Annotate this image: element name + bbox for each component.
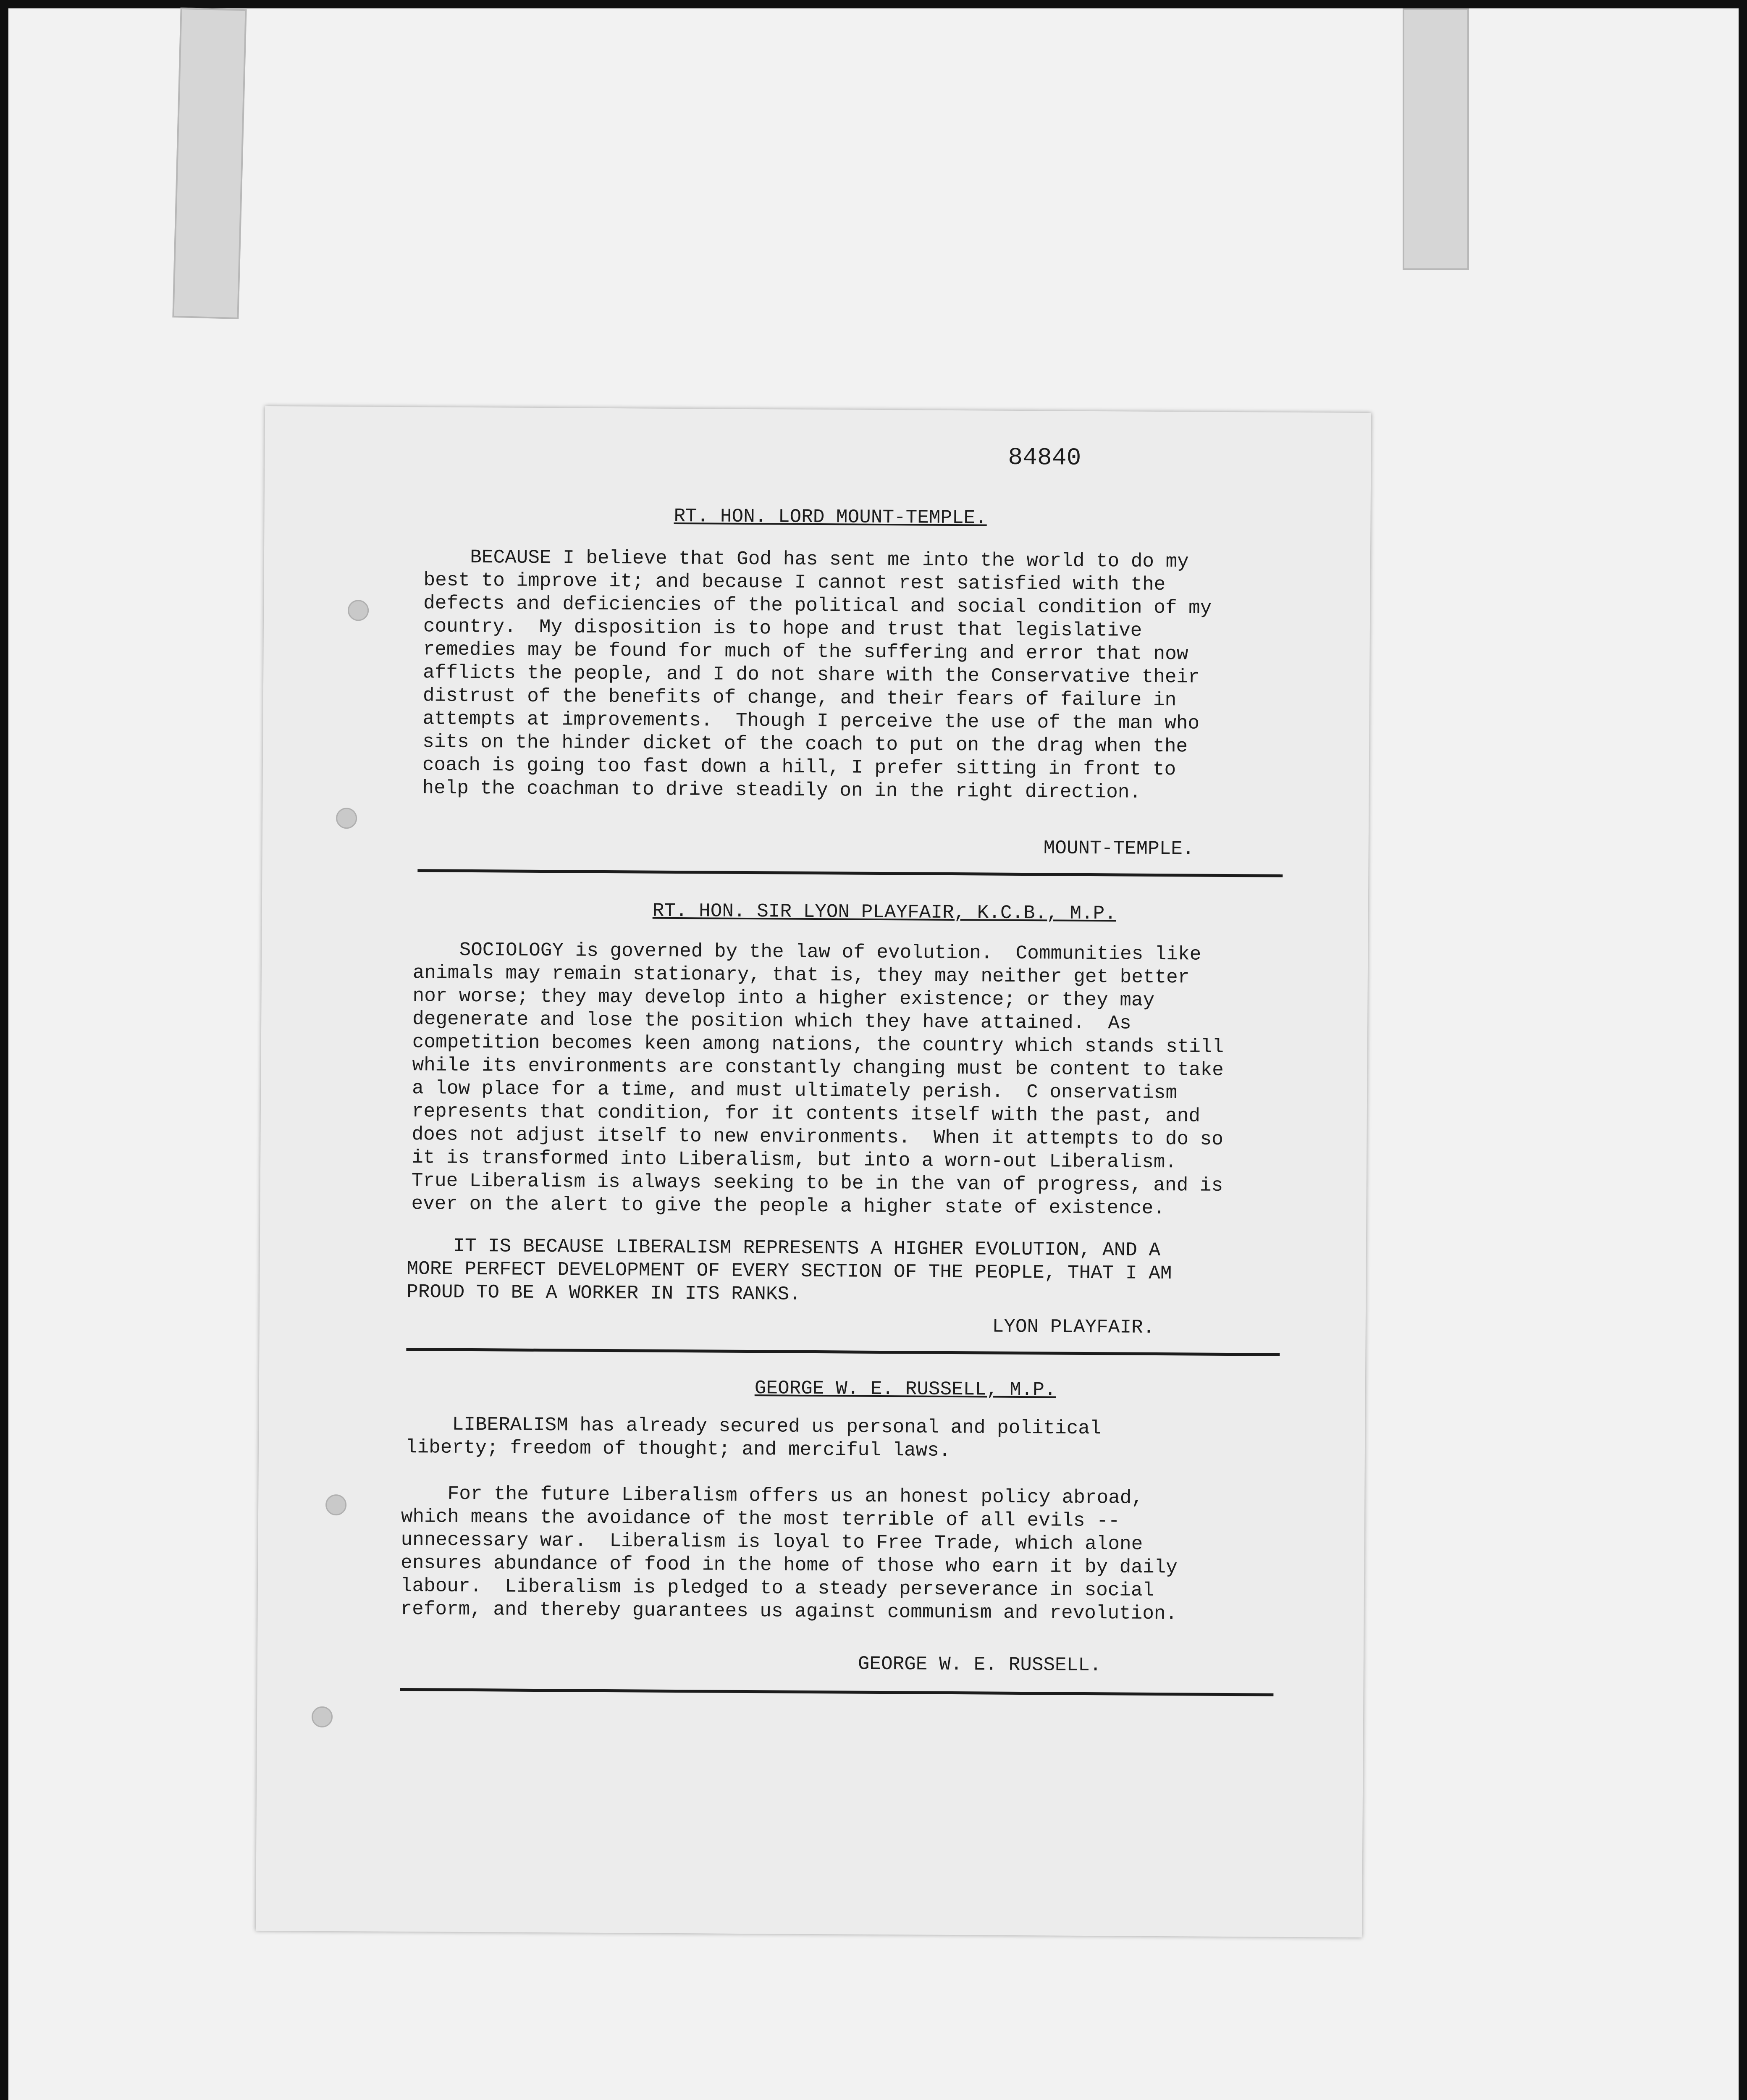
punch-hole: [336, 808, 357, 829]
punch-hole: [312, 1706, 333, 1727]
paragraph-mount-temple: BECAUSE I believe that God has sent me into the world to do my best to improve it; and because I cannot rest satisfied with the defects and deficiencies of the political and social condition of my country. My disposition is to hope and trust that legislative remedies may be found for much of the suffering and error that now afflicts the people, and I do not share with the Conservative their distrust of the benefits of change, and their fears of failure in attempts at improvements. Though I perceive the use of the man who sits on the hinder dicket of the coach to put on the drag when the coach is going too fast down a hill, I prefer sitting in front to help the coachman to drive steadily on in the right direction.: [422, 546, 1212, 803]
section-divider: [417, 869, 1283, 877]
document-page: [256, 406, 1371, 1937]
punch-hole: [325, 1494, 346, 1515]
signature-playfair: LYON PLAYFAIR.: [992, 1315, 1155, 1339]
document-number: 84840: [1008, 444, 1081, 472]
paragraph-playfair-1: SOCIOLOGY is governed by the law of evolution. Communities like animals may remain stationary, that is, they may neither get better nor worse; they may develop into a higher existence; or they may degenerate and lose the position which they have attained. As competition becomes keen among nations, the country which stands still while its environments are constantly changing must be content to take a low place for a time, and must ultimately perish. C onservatism represents that condition, for it contents itself with the past, and does not adjust itself to new environments. When it attempts to do so it is transformed into Liberalism, but into a worn-out Liberalism. True Liberalism is always seeking to be in the van of progress, and is ever on the alert to give the people a higher state of existence.: [411, 939, 1224, 1220]
section-heading-playfair: RT. HON. SIR LYON PLAYFAIR, K.C.B., M.P.: [652, 900, 1117, 925]
section-divider: [406, 1348, 1280, 1356]
paragraph-playfair-2: IT IS BECAUSE LIBERALISM REPRESENTS A HIGHER EVOLUTION, AND A MORE PERFECT DEVELOPMENT OF EVERY SECTION OF THE PEOPLE, THAT I AM PROUD TO BE A WORKER IN ITS RANKS.: [407, 1235, 1172, 1305]
paragraph-russell-2: For the future Liberalism offers us an honest policy abroad, which means the avoidance of the most terrible of all evils -- unnecessary war. Liberalism is loyal to Free Trade, which alone ensures abundance of food in the home of those who earn it by daily labour. Liberalism is pledged to a steady perseverance in social reform, and thereby guarantees us against communism and revolution.: [400, 1483, 1178, 1625]
tape-strip-top-right: [1403, 8, 1469, 270]
signature-russell: GEORGE W. E. RUSSELL.: [858, 1653, 1102, 1677]
signature-mount-temple: MOUNT-TEMPLE.: [1043, 837, 1194, 860]
punch-hole: [348, 600, 369, 621]
section-divider: [400, 1688, 1273, 1696]
paragraph-russell-1: LIBERALISM has already secured us personal and political liberty; freedom of thought; and merciful laws.: [405, 1413, 1102, 1462]
tape-strip-top-left: [172, 8, 247, 319]
section-heading-mount-temple: RT. HON. LORD MOUNT-TEMPLE.: [674, 505, 987, 529]
section-heading-russell: GEORGE W. E. RUSSELL, M.P.: [754, 1377, 1056, 1401]
